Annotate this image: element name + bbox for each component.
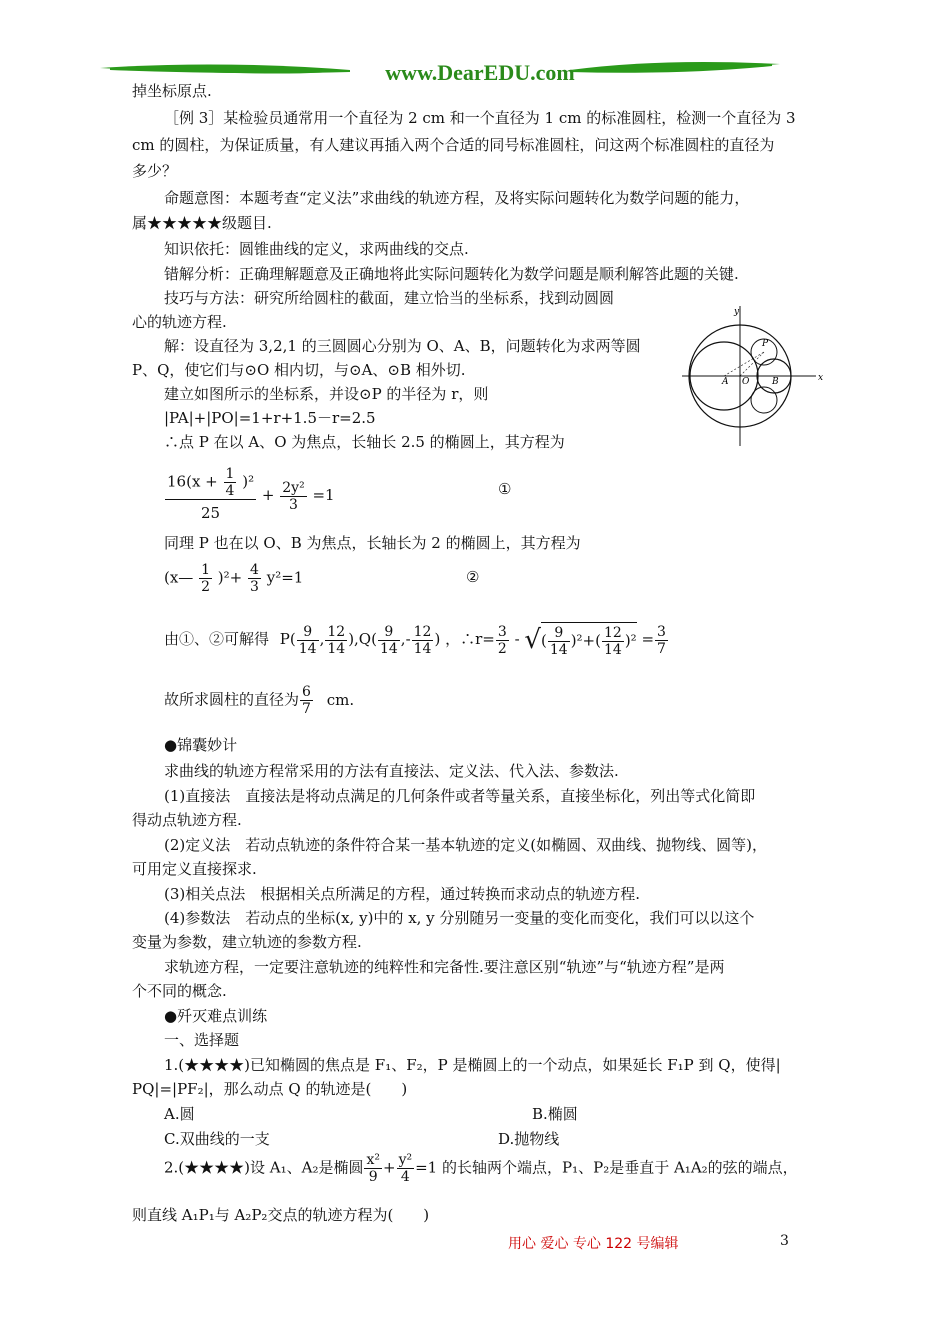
text-line: 同理 P 也在以 O、B 为焦点，长轴长为 2 的椭圆上，其方程为 bbox=[164, 534, 581, 552]
eq-text: - bbox=[514, 630, 520, 648]
text-line: 故所求圆柱的直径为 bbox=[164, 690, 300, 709]
eq-text: 14 bbox=[298, 640, 317, 657]
text-line: cm 的圆柱，为保证质量，有人建议再插入两个合适的同号标准圆柱，问这两个标准圆柱的直径为 bbox=[132, 136, 775, 154]
eq-text: 14 bbox=[379, 640, 398, 657]
eq-text: y²=1 bbox=[266, 568, 304, 587]
eq-text: 4 bbox=[250, 562, 259, 578]
label-p: P bbox=[762, 339, 769, 349]
eq-text: 2 bbox=[497, 640, 507, 657]
question-1: 1.(★★★★)已知椭圆的焦点是 F₁、F₂，P 是椭圆上的一个动点，如果延长 F₁P 到 Q，使得| bbox=[164, 1056, 781, 1074]
text-line: (2)定义法 若动点轨迹的条件符合某一基本轨迹的定义(如椭圆、双曲线、抛物线、圆等)， bbox=[164, 836, 767, 854]
circle-q bbox=[751, 387, 777, 413]
text-line: 可用定义直接探求. bbox=[132, 860, 257, 878]
question-2 bbox=[164, 1152, 798, 1185]
page-number: 3 bbox=[780, 1233, 789, 1249]
eq-text: 3 bbox=[250, 579, 259, 595]
eq-text: ,- bbox=[400, 630, 411, 648]
eq-text: P( bbox=[279, 630, 296, 648]
text-line: 个不同的概念. bbox=[132, 982, 227, 1000]
answer-line bbox=[164, 684, 354, 717]
text-line: P、Q，使它们与⊙O 相内切，与⊙A、⊙B 相外切. bbox=[132, 361, 466, 379]
eq-text: 6 bbox=[302, 684, 311, 700]
text-line: (3)相关点法 根据相关点所满足的方程，通过转换而求动点的轨迹方程. bbox=[164, 885, 641, 903]
eq-text: =1 bbox=[312, 486, 335, 504]
eq-text: 4 bbox=[400, 1169, 410, 1185]
eq-text: 12 bbox=[603, 625, 622, 641]
eq-text: 14 bbox=[327, 640, 346, 657]
text-line: 错解分析：正确理解题意及正确地将此实际问题转化为数学问题是顺利解答此题的关键. bbox=[164, 265, 739, 283]
eq-text: y² bbox=[398, 1152, 413, 1168]
site-logo-text: www.DearEDU.com bbox=[385, 60, 575, 85]
equation-1 bbox=[164, 466, 335, 526]
option-d: D.抛物线 bbox=[498, 1130, 560, 1148]
eq-text: 3 bbox=[657, 623, 666, 640]
footer-editor: 用心 爱心 专心 122 号编辑 bbox=[508, 1236, 679, 1252]
eq-text: ),Q( bbox=[348, 630, 377, 648]
eq-text: )² bbox=[242, 472, 255, 491]
coordinate-figure bbox=[682, 300, 832, 450]
text-line: ∴点 P 在以 A、O 为焦点，长轴长 2.5 的椭圆上，其方程为 bbox=[164, 433, 565, 451]
example-heading: ［例 3］某检验员通常用一个直径为 2 cm 和一个直径为 1 cm 的标准圆柱，检测一个直径为 3 bbox=[164, 109, 796, 127]
eq-text: ，∴r= bbox=[445, 630, 495, 648]
text-line: |PA|+|PO|=1+r+1.5－r=2.5 bbox=[164, 409, 376, 427]
eq-text: 14 bbox=[603, 642, 622, 658]
text-line: 变量为参数，建立轨迹的参数方程. bbox=[132, 933, 362, 951]
text-line: 属★★★★★级题目. bbox=[132, 214, 272, 232]
equation-2 bbox=[164, 562, 303, 595]
option-a: A.圆 bbox=[164, 1105, 195, 1123]
eq-text: 1 bbox=[225, 466, 235, 482]
text-line: 由①、②可解得 bbox=[164, 630, 270, 648]
eq-text: 4 bbox=[225, 483, 235, 499]
eq-text: 9 bbox=[548, 625, 570, 642]
text-line: 心的轨迹方程. bbox=[132, 313, 227, 331]
text-line: PQ|=|PF₂|，那么动点 Q 的轨迹是( ) bbox=[132, 1080, 408, 1098]
eq-text: , bbox=[319, 630, 325, 648]
label-x: x bbox=[818, 373, 824, 383]
eq-text: 12 bbox=[413, 623, 432, 640]
eq-text: )²+ bbox=[217, 568, 243, 587]
text-line: 多少？ bbox=[132, 162, 178, 180]
eq-text: 25 bbox=[201, 504, 221, 522]
option-b: B.椭圆 bbox=[532, 1105, 578, 1123]
label-o: O bbox=[742, 377, 750, 387]
text-line: 2.(★★★★)设 A₁、A₂是椭圆 bbox=[164, 1158, 364, 1177]
text-line: 掉坐标原点. bbox=[132, 82, 212, 100]
section-heading: ●锦囊妙计 bbox=[164, 736, 238, 754]
eq-text: 2 bbox=[201, 579, 211, 595]
text-line: 求曲线的轨迹方程常采用的方法有直接法、定义法、代入法、参数法. bbox=[164, 762, 619, 780]
eq-text: 2y² bbox=[282, 479, 305, 496]
eq-text: 7 bbox=[657, 640, 666, 657]
text-line: 命题意图：本题考查“定义法”求曲线的轨迹方程，及将实际问题转化为数学问题的能力， bbox=[164, 189, 750, 207]
eq-text: 3 bbox=[497, 623, 507, 640]
text-line: (4)参数法 若动点的坐标(x, y)中的 x, y 分别随另一变量的变化而变化，我们可以以这个 bbox=[164, 909, 755, 927]
eq-text: 9 bbox=[378, 624, 400, 641]
eq-text: 9 bbox=[297, 624, 319, 641]
eq-text: 1 bbox=[201, 562, 211, 578]
eq-text: 16(x + bbox=[167, 472, 218, 491]
eq-text: (x— bbox=[164, 568, 194, 587]
eq-text: + bbox=[383, 1158, 396, 1177]
label-y: y bbox=[734, 307, 740, 317]
option-c: C.双曲线的一支 bbox=[164, 1130, 270, 1148]
eq-text: 12 bbox=[327, 623, 346, 640]
label-b: B bbox=[772, 377, 779, 387]
eq-text: x² bbox=[366, 1152, 380, 1168]
eq-text: 3 bbox=[289, 496, 298, 513]
text-line: =1 的长轴两个端点，P₁、P₂是垂直于 A₁A₂的弦的端点， bbox=[415, 1158, 798, 1177]
subsection-heading: 一、选择题 bbox=[164, 1031, 240, 1049]
section-heading: ●歼灭难点训练 bbox=[164, 1007, 268, 1025]
eq-text: = bbox=[641, 630, 655, 648]
label-a: A bbox=[722, 377, 729, 387]
text-line: 解：设直径为 3,2,1 的三圆圆心分别为 O、A、B，问题转化为求两等圆 bbox=[164, 337, 641, 355]
eq-text: ) bbox=[434, 630, 441, 648]
text-line: cm. bbox=[326, 690, 355, 709]
solution-line: 由①、②可解得 P( $\frac{9}{14}$ , $\frac{12}{14}$ ),Q( $\frac{9}{14}$ ,- $\frac{12}{14}$ ) ，∴r= $\frac{3}{2}$ - √( $\frac{9}{14}$ )²+( $\frac{12}{14}$ )² = $\frac{3}{7}$ bbox=[164, 623, 666, 658]
text-line: 技巧与方法：研究所给圆柱的截面，建立恰当的坐标系，找到动圆圆 bbox=[164, 289, 615, 307]
text-line: 建立如图所示的坐标系，并设⊙P 的半径为 r，则 bbox=[164, 385, 489, 403]
text-line: 则直线 A₁P₁与 A₂P₂交点的轨迹方程为( ) bbox=[132, 1206, 430, 1224]
equation-2-mark: ② bbox=[466, 568, 480, 586]
text-line: 知识依托：圆锥曲线的定义，求两曲线的交点. bbox=[164, 240, 469, 258]
eq-text: 9 bbox=[368, 1169, 378, 1185]
eq-text: + bbox=[261, 486, 275, 504]
text-line: 得动点轨迹方程. bbox=[132, 811, 242, 829]
equation-1-mark: ① bbox=[498, 480, 512, 498]
eq-text: 14 bbox=[549, 642, 568, 658]
text-line: (1)直接法 直接法是将动点满足的几何条件或者等量关系，直接坐标化，列出等式化简即 bbox=[164, 787, 756, 805]
text-line: 求轨迹方程，一定要注意轨迹的纯粹性和完备性.要注意区别“轨迹”与“轨迹方程”是两 bbox=[164, 958, 725, 976]
eq-text: 7 bbox=[302, 701, 311, 717]
eq-text: 14 bbox=[413, 640, 432, 657]
